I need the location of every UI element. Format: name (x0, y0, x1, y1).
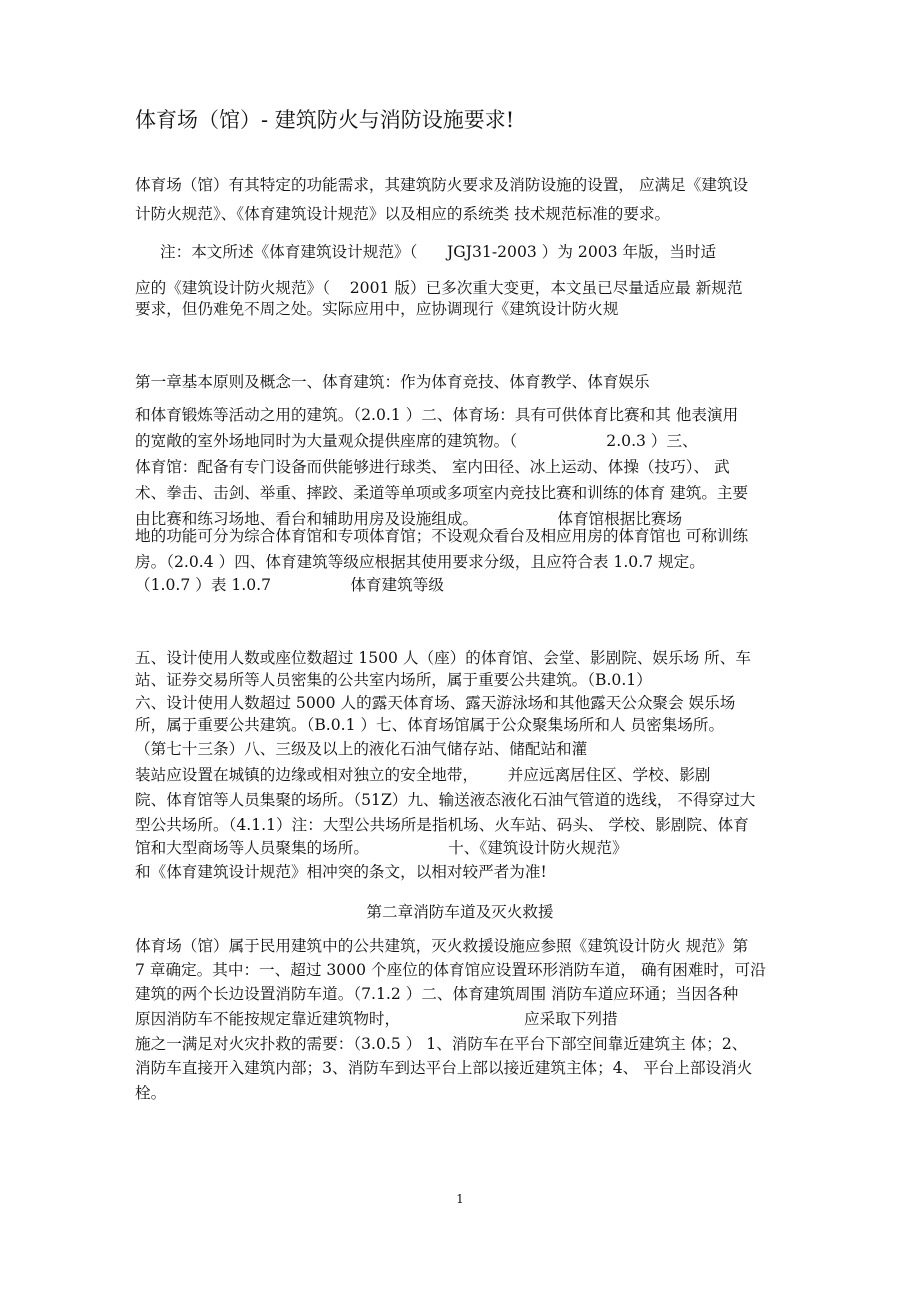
chapter1-line: 和《体育建筑设计规范》相冲突的条文，以相对较严者为准! (135, 863, 547, 881)
chapter1-line: 院、体育馆等人员集聚的场所。（51Z）九、输送液态液化石油气管道的选线， 不得穿过大 (135, 791, 756, 809)
chapter1-line: 五、设计使用人数或座位数超过 1500 人（座）的体育馆、会堂、影剧院、娱乐场 所、车 (135, 649, 751, 667)
chapter2-line: 原因消防车不能按规定靠近建筑物时， 应采取下列措 (135, 1010, 618, 1028)
table-caption: （1.0.7 ）表 1.0.7 体育建筑等级 (135, 576, 444, 594)
chapter2-heading: 第二章消防车道及灭火救援 (366, 903, 554, 921)
chapter1-line: 体育馆：配备有专门设备而供能够进行球类、 室内田径、冰上运动、体操（技巧）、 武 (135, 458, 730, 476)
chapter1-line: 站、证券交易所等人员密集的公共室内场所，属于重要公共建筑。（B.0.1） (135, 671, 652, 689)
chapter1-line: 型公共场所。（4.1.1）注：大型公共场所是指机场、火车站、码头、 学校、影剧院、体育 (135, 816, 749, 834)
note-line: 应的《建筑设计防火规范》（ 2001 版）已多次重大变更，本文虽已尽量适应最 新规范 (135, 279, 743, 297)
chapter1-line: 所，属于重要公共建筑。（B.0.1 ）七、体育场馆属于公众聚集场所和人 员密集场所。 (135, 716, 725, 734)
note-line: 要求，但仍难免不周之处。实际应用中，应协调现行《建筑设计防火规 (135, 300, 619, 318)
chapter2-line: 消防车直接开入建筑内部；3、消防车到达平台上部以接近建筑主体；4、 平台上部设消火 (135, 1059, 753, 1077)
chapter2-line: 体育场（馆）属于民用建筑中的公共建筑，灭火救援设施应参照《建筑设计防火 规范》第 (135, 937, 749, 955)
intro-line: 计防火规范》、《体育建筑设计规范》以及相应的系统类 技术规范标准的要求。 (135, 205, 671, 223)
chapter2-line: 栓。 (135, 1084, 167, 1102)
note-line: 注：本文所述《体育建筑设计规范》（ JGJ31-2003 ）为 2003 年版，当时适 (160, 243, 717, 261)
chapter1-line: 的宽敞的室外场地同时为大量观众提供座席的建筑物。（ 2.0.3 ）三、 (135, 432, 698, 450)
chapter1-line: 由比赛和练习场地、看台和辅助用房及设施组成。 体育馆根据比赛场 (135, 510, 683, 528)
chapter1-line: 房。（2.0.4 ）四、体育建筑等级应根据其使用要求分级，且应符合表 1.0.7 规定。 (135, 553, 705, 571)
document-title: 体育场（馆）- 建筑防火与消防设施要求! (135, 108, 515, 132)
chapter1-line: 装站应设置在城镇的边缘或相对独立的安全地带， 并应远离居住区、学校、影剧 (135, 766, 711, 784)
chapter2-line: 7 章确定。其中：一、超过 3000 个座位的体育馆应设置环形消防车道， 确有困难时，可沿 (135, 961, 766, 979)
chapter1-line: （第七十三条）八、三级及以上的液化石油气储存站、储配站和灌 (135, 740, 588, 758)
page-number: 1 (456, 1192, 464, 1206)
chapter1-line: 地的功能可分为综合体育馆和专项体育馆；不设观众看台及相应用房的体育馆也 可称训练 (135, 527, 749, 545)
chapter1-line: 六、设计使用人数超过 5000 人的露天体育场、露天游泳场和其他露天公众聚会 娱乐场 (135, 694, 736, 712)
chapter2-line: 建筑的两个长边设置消防车道。（7.1.2 ）二、体育建筑周围 消防车道应环通；当因各种 (135, 985, 739, 1003)
chapter1-line: 和体育锻炼等活动之用的建筑。（2.0.1 ）二、体育场：具有可供体育比赛和其 他表演用 (135, 406, 739, 424)
chapter2-line: 施之一满足对火灾扑救的需要：（3.0.5 ） 1、消防车在平台下部空间靠近建筑主 体；2、 (135, 1035, 748, 1053)
intro-line: 体育场（馆）有其特定的功能需求，其建筑防火要求及消防设施的设置， 应满足《建筑设 (135, 176, 749, 194)
chapter1-line: 馆和大型商场等人员聚集的场所。 十、《建筑设计防火规范》 (135, 839, 628, 857)
chapter1-line: 术、拳击、击剑、举重、摔跤、柔道等单项或多项室内竞技比赛和训练的体育 建筑。主要 (135, 484, 749, 502)
chapter1-heading: 第一章基本原则及概念一、体育建筑：作为体育竞技、体育教学、体育娱乐 (135, 373, 650, 391)
